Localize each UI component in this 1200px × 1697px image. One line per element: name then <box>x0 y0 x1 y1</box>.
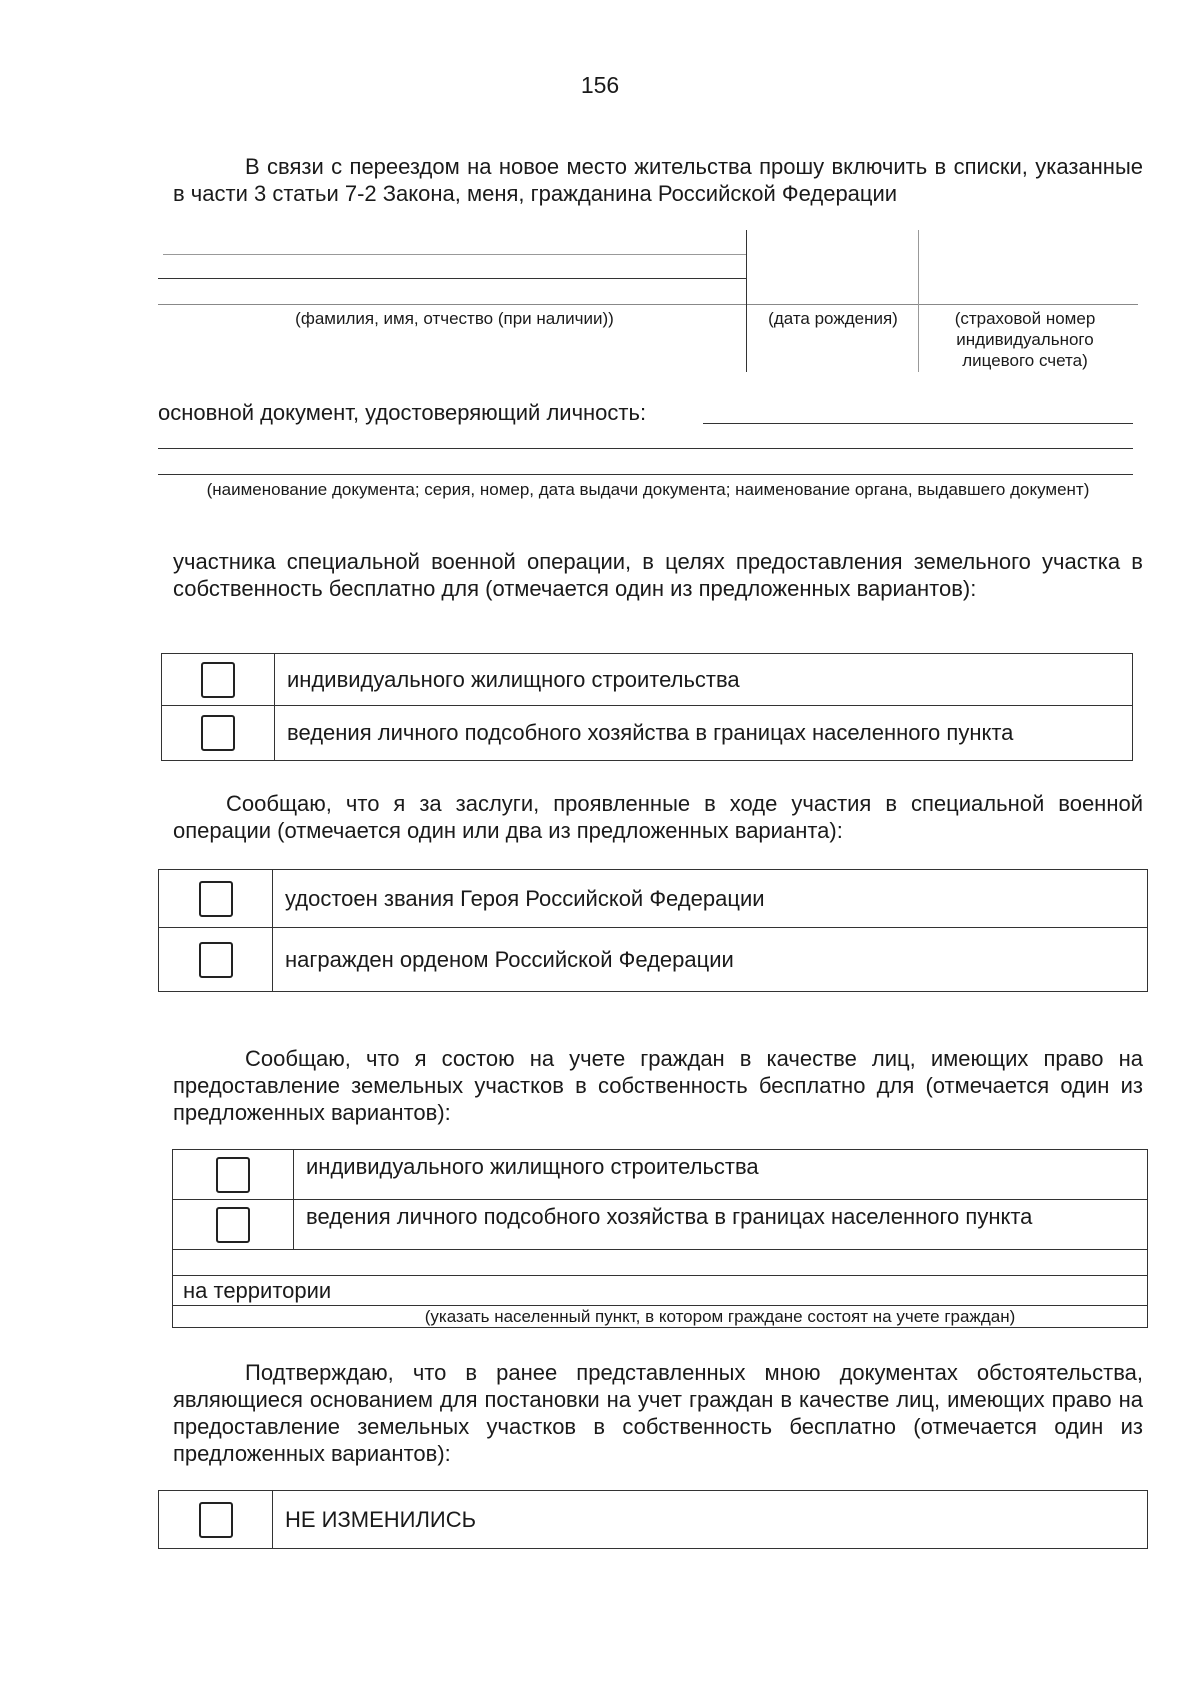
territory-caption-row <box>173 1306 1148 1328</box>
purpose-checkbox-cell <box>162 654 275 706</box>
purpose-checkbox-cell <box>162 706 275 761</box>
id-document-caption: (наименование документа; серия, номер, дата выдачи документа; наименование органа, выдавшего документ) <box>206 480 1090 499</box>
purpose-checkbox[interactable] <box>201 662 235 698</box>
registration-checkbox-cell <box>173 1150 294 1200</box>
confirm-options-table <box>158 1490 1148 1549</box>
snils-divider <box>918 230 919 372</box>
merit-checkbox[interactable] <box>199 942 233 978</box>
registration-option-row <box>173 1150 1148 1200</box>
intro-paragraph: В связи с переездом на новое место жительства прошу включить в списки, указанные в части 3 статьи 7-2 Закона, меня, гражданина Российской Федерации <box>173 154 1143 206</box>
merit-checkbox[interactable] <box>199 881 233 917</box>
merits-paragraph: Сообщаю, что я за заслуги, проявленные в ходе участия в специальной военной операции (отмечается один или два из предложенных варианта): <box>173 791 1143 843</box>
birth-divider <box>746 230 747 372</box>
registration-paragraph: Сообщаю, что я состою на учете граждан в качестве лиц, имеющих право на предоставление земельных участков в собственность бесплатно для (отмечается один из предложенных вариантов): <box>173 1046 1143 1125</box>
purpose-option-row <box>162 654 1133 706</box>
registration-checkbox[interactable] <box>216 1207 250 1243</box>
birth-date-caption: (дата рождения) <box>768 309 898 328</box>
confirm-checkbox[interactable] <box>199 1502 233 1538</box>
caption-rule <box>158 304 1138 305</box>
participant-paragraph: участника специальной военной операции, в целях предоставления земельного участка в собственность бесплатно для (отмечается один из предложенных вариантов): <box>173 549 1143 601</box>
registration-options-table <box>172 1149 1148 1328</box>
merit-checkbox-cell <box>159 928 273 992</box>
merit-checkbox-cell <box>159 870 273 928</box>
merit-options-table <box>158 869 1148 992</box>
registration-option-label: ведения личного подсобного хозяйства в границах населенного пункта <box>294 1200 1148 1250</box>
id-document-line-3[interactable] <box>158 474 1133 475</box>
id-document-line-1[interactable] <box>703 423 1133 424</box>
registration-option-row <box>173 1200 1148 1250</box>
purpose-options-table <box>161 653 1133 761</box>
confirm-option-label: НЕ ИЗМЕНИЛИСЬ <box>273 1491 1148 1549</box>
purpose-option-row <box>162 706 1133 761</box>
registration-option-label: индивидуального жилищного строительства <box>294 1150 1148 1200</box>
purpose-option-label: ведения личного подсобного хозяйства в границах населенного пункта <box>275 706 1133 761</box>
merit-option-row <box>159 870 1148 928</box>
territory-caption: (указать населенный пункт, в котором граждане состоят на учете граждан) <box>173 1306 1148 1328</box>
confirm-checkbox-cell <box>159 1491 273 1549</box>
purpose-checkbox[interactable] <box>201 715 235 751</box>
registration-spacer-row <box>173 1250 1148 1276</box>
territory-row <box>173 1276 1148 1306</box>
fio-caption: (фамилия, имя, отчество (при наличии)) <box>295 309 614 328</box>
merit-option-label: награжден орденом Российской Федерации <box>273 928 1148 992</box>
merit-option-row <box>159 928 1148 992</box>
registration-checkbox-cell <box>173 1200 294 1250</box>
fio-line-1[interactable] <box>163 254 746 255</box>
territory-blank-field[interactable] <box>173 1250 1148 1276</box>
territory-label: на территории <box>173 1276 1148 1306</box>
purpose-option-label: индивидуального жилищного строительства <box>275 654 1133 706</box>
id-document-line-2[interactable] <box>158 448 1133 449</box>
registration-checkbox[interactable] <box>216 1157 250 1193</box>
confirm-paragraph: Подтверждаю, что в ранее представленных мною документах обстоятельства, являющиеся основанием для постановки на учет граждан в качестве лиц, имеющих право на предоставление земельных участков в собственность бесплатно (отмечается один из предложенных вариантов): <box>173 1360 1143 1466</box>
fio-line-2[interactable] <box>158 278 746 279</box>
snils-caption: (страховой номер индивидуального лицевого счета) <box>954 309 1096 370</box>
id-document-label: основной документ, удостоверяющий личность: <box>158 400 647 425</box>
page-number: 156 <box>580 72 620 98</box>
merit-option-label: удостоен звания Героя Российской Федерации <box>273 870 1148 928</box>
confirm-option-row <box>159 1491 1148 1549</box>
